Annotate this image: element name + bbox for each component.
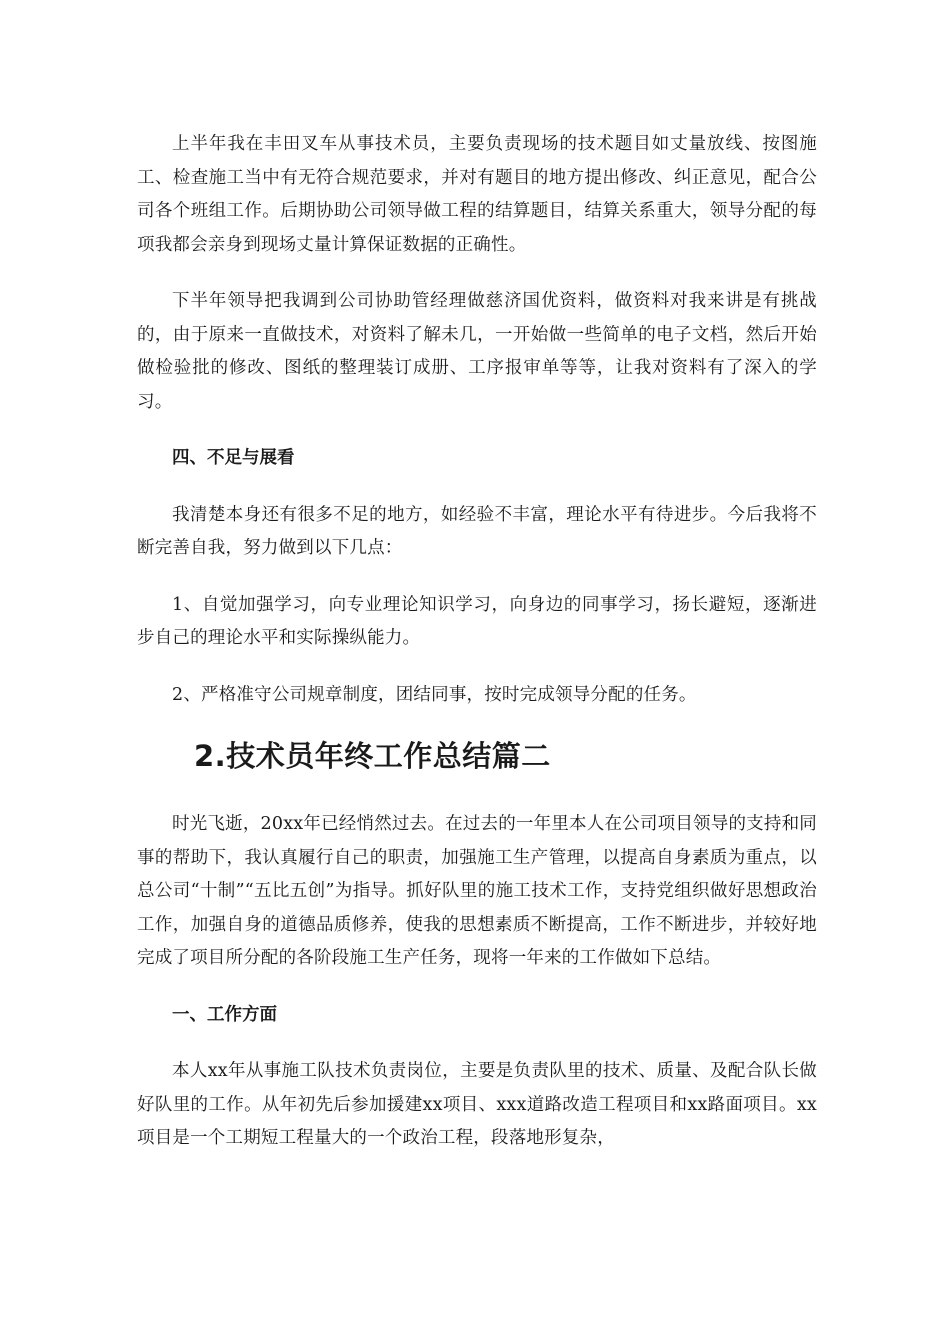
paragraph-part2-intro: 时光飞逝，20xx年已经悄然过去。在过去的一年里本人在公司项目领导的支持和同事的帮助下，我认真履行自己的职责，加强施工生产管理，以提高自身素质为重点，以总公司“十制”“五比五创”为指导。抓好队里的施工技术工作，支持党组织做好思想政治工作，加强自身的道德品质修养，使我的思想素质不断提高，工作不断进步，并较好地完成了项目所分配的各阶段施工生产任务，现将一年来的工作做如下总结。 [137, 814, 817, 968]
article-title-part-2: 2.技术员年终工作总结篇二 [194, 739, 551, 773]
section-heading-shortcomings: 四、不足与展看 [172, 448, 295, 468]
document-page [137, 128, 817, 1179]
paragraph-second-half-year: 下半年领导把我调到公司协助管经理做慈济国优资料，做资料对我来讲是有挑战的，由于原来一直做技术，对资料了解未几，一开始做一些简单的电子文档，然后开始做检验批的修改、图纸的整理装订成册、工序报审单等等，让我对资料有了深入的学习。 [137, 291, 817, 412]
paragraph-first-half-year: 上半年我在丰田叉车从事技术员，主要负责现场的技术题目如丈量放线、按图施工、检查施工当中有无符合规范要求，并对有题目的地方提出修改、纠正意见，配合公司各个班组工作。后期协助公司领导做工程的结算题目，结算关系重大，领导分配的每项我都会亲身到现场丈量计算保证数据的正确性。 [137, 134, 817, 255]
paragraph-shortcomings-intro: 我清楚本身还有很多不足的地方，如经验不丰富，理论水平有待进步。今后我将不断完善自我，努力做到以下几点： [137, 504, 817, 558]
section-heading-work: 一、工作方面 [172, 1004, 277, 1025]
paragraph-point-2: 2、严格准守公司规章制度，团结同事，按时完成领导分配的任务。 [172, 684, 697, 705]
paragraph-work-details: 本人xx年从事施工队技术负责岗位，主要是负责队里的技术、质量、及配合队长做好队里的工作。从年初先后参加援建xx项目、xxx道路改造工程项目和xx路面项目。xx项目是一个工期短工程量大的一个政治工程，段落地形复杂， [137, 1061, 817, 1148]
paragraph-point-1: 1、自觉加强学习，向专业理论知识学习，向身边的同事学习，扬长避短，逐渐进步自己的理论水平和实际操纵能力。 [137, 594, 817, 648]
